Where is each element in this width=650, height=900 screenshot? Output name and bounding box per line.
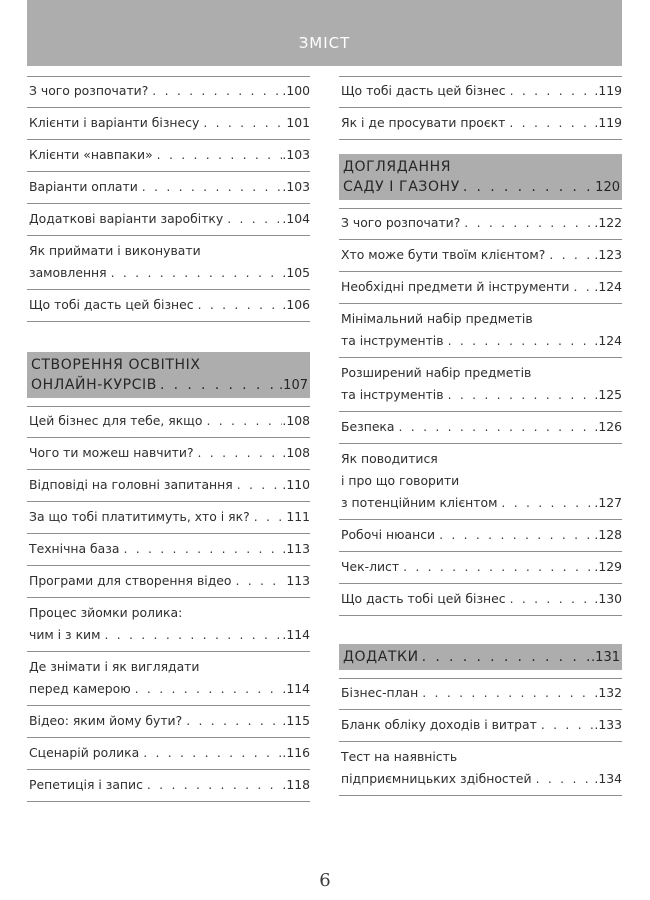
leader-dots xyxy=(153,144,283,166)
toc-entry[interactable] xyxy=(339,78,622,108)
section-page-number: .107 xyxy=(279,378,308,393)
toc-entry-page-number: .116 xyxy=(282,745,310,760)
toc-entry-page-number: .108 xyxy=(282,445,310,460)
toc-entry-page-number: .118 xyxy=(282,777,310,792)
toc-entry-page-number: .100 xyxy=(282,83,310,98)
toc-entry[interactable] xyxy=(339,680,622,710)
toc-entry[interactable] xyxy=(339,242,622,272)
toc-entry-page-number: .126 xyxy=(594,419,622,434)
leader-dots xyxy=(506,588,595,610)
leader-dots xyxy=(138,176,283,198)
toc-entry-page-number: .124 xyxy=(594,279,622,294)
leader-dots xyxy=(444,384,595,406)
toc-entry-page-number: .103 xyxy=(282,147,310,162)
leader-dots xyxy=(444,330,595,352)
toc-entry-title-line: Де знімати і як виглядати xyxy=(29,659,200,674)
toc-entry-title-line: Як приймати і виконувати xyxy=(29,243,201,258)
leader-dots xyxy=(202,410,282,432)
leader-dots xyxy=(460,212,594,234)
toc-entry-title: Що тобі дасть цей бізнес xyxy=(341,83,506,98)
toc-entry-title: Чого ти можеш навчити? xyxy=(29,445,194,460)
toc-entry-title-line: Процес зйомки ролика: xyxy=(29,605,183,620)
toc-entry[interactable] xyxy=(27,504,310,534)
toc-entry-title: Бланк обліку доходів і витрат xyxy=(341,717,537,732)
toc-entry-page-number: .127 xyxy=(594,495,622,510)
right-column xyxy=(339,76,622,798)
toc-group xyxy=(27,78,310,322)
toc-entry[interactable] xyxy=(339,274,622,304)
toc-entry-title: За що тобі платитимуть, хто і як? xyxy=(29,509,250,524)
leader-dots xyxy=(194,442,283,464)
toc-entry-title: замовлення xyxy=(29,265,107,280)
toc-entry[interactable] xyxy=(27,238,310,290)
toc-group xyxy=(339,78,622,140)
toc-entry[interactable] xyxy=(27,568,310,598)
section-title-line2: ОНЛАЙН-КУРСІВ xyxy=(31,377,157,393)
toc-entry-title: Варіанти оплати xyxy=(29,179,138,194)
toc-entry-page-number: .106 xyxy=(282,297,310,312)
toc-entry-page-number: 111 xyxy=(286,509,310,524)
toc-group xyxy=(339,680,622,796)
toc-entry-title: Чек-лист xyxy=(341,559,400,574)
leader-dots xyxy=(143,774,283,796)
toc-entry[interactable] xyxy=(339,522,622,552)
leader-dots xyxy=(233,474,283,496)
toc-entry-page-number: .104 xyxy=(282,211,310,226)
toc-entry-title: підприємницьких здібностей xyxy=(341,771,532,786)
toc-entry[interactable] xyxy=(27,772,310,802)
toc-entry-title: Додаткові варіанти заробітку xyxy=(29,211,224,226)
toc-entry-title: та інструментів xyxy=(341,387,444,402)
toc-entry-title: Відповіді на головні запитання xyxy=(29,477,233,492)
toc-entry[interactable] xyxy=(27,110,310,140)
toc-entry[interactable] xyxy=(27,740,310,770)
toc-entry[interactable] xyxy=(27,472,310,502)
toc-entry[interactable] xyxy=(339,110,622,140)
toc-section-heading[interactable] xyxy=(339,154,622,200)
leader-dots xyxy=(194,294,283,316)
toc-entry-title: Що тобі дасть цей бізнес xyxy=(29,297,194,312)
contents-header-banner xyxy=(27,0,622,66)
section-page-number: .131 xyxy=(591,650,620,665)
toc-entry[interactable] xyxy=(339,306,622,358)
toc-entry[interactable] xyxy=(27,292,310,322)
divider xyxy=(339,76,622,77)
leader-dots xyxy=(505,112,594,134)
toc-entry-page-number: .115 xyxy=(282,713,310,728)
leader-dots xyxy=(182,710,282,732)
toc-entry-page-number: .113 xyxy=(282,541,310,556)
toc-entry-page-number: .124 xyxy=(594,333,622,348)
toc-entry-title: Відео: яким йому бути? xyxy=(29,713,183,728)
toc-entry[interactable] xyxy=(27,708,310,738)
toc-entry-title-line: Як поводитися xyxy=(341,451,438,466)
toc-entry[interactable] xyxy=(27,600,310,652)
leader-dots xyxy=(231,570,286,592)
toc-section-heading[interactable] xyxy=(27,352,310,398)
leader-dots xyxy=(131,678,283,700)
divider xyxy=(27,406,310,407)
toc-entry-page-number: .110 xyxy=(282,477,310,492)
toc-entry-page-number: .122 xyxy=(594,215,622,230)
toc-entry-title: З чого розпочати? xyxy=(341,215,461,230)
toc-group xyxy=(27,408,310,802)
toc-entry-page-number: .132 xyxy=(594,685,622,700)
toc-entry-title-line: Мінімальний набір предметів xyxy=(341,311,533,326)
toc-entry-title: Необхідні предмети й інструменти xyxy=(341,279,570,294)
divider xyxy=(339,678,622,679)
toc-entry-page-number: .129 xyxy=(594,559,622,574)
toc-entry[interactable] xyxy=(339,446,622,520)
toc-entry-page-number: .119 xyxy=(594,115,622,130)
toc-entry-title: Клієнти і варіанти бізнесу xyxy=(29,115,200,130)
toc-entry-title: Цей бізнес для тебе, якщо xyxy=(29,413,203,428)
section-title-line1: ДОГЛЯДАННЯ xyxy=(343,159,452,175)
toc-entry-title: з потенційним клієнтом xyxy=(341,495,498,510)
section-title: ДОДАТКИ xyxy=(343,649,419,665)
toc-entry-page-number: 113 xyxy=(286,573,310,588)
toc-entry[interactable] xyxy=(27,536,310,566)
divider xyxy=(339,208,622,209)
leader-dots xyxy=(100,624,282,646)
leader-dots xyxy=(460,177,595,197)
toc-entry[interactable] xyxy=(339,360,622,412)
leader-dots xyxy=(419,647,591,667)
toc-entry-page-number: .133 xyxy=(594,717,622,732)
contents-title: ЗМІСТ xyxy=(298,34,351,52)
toc-entry-title: чим і з ким xyxy=(29,627,101,642)
leader-dots xyxy=(139,742,282,764)
toc-entry-title: Що дасть тобі цей бізнес xyxy=(341,591,506,606)
toc-entry[interactable] xyxy=(27,440,310,470)
leader-dots xyxy=(107,262,283,284)
toc-entry-title: Робочі нюанси xyxy=(341,527,436,542)
toc-group xyxy=(339,210,622,616)
toc-entry[interactable] xyxy=(27,78,310,108)
toc-entry-page-number: .105 xyxy=(282,265,310,280)
toc-entry-page-number: .134 xyxy=(594,771,622,786)
leader-dots xyxy=(569,276,594,298)
toc-entry-title: Бізнес-план xyxy=(341,685,419,700)
leader-dots xyxy=(223,208,282,230)
leader-dots xyxy=(250,506,287,528)
toc-entry-title: З чого розпочати? xyxy=(29,83,149,98)
toc-entry-title: Як і де просувати проєкт xyxy=(341,115,506,130)
leader-dots xyxy=(199,112,286,134)
toc-entry-page-number: .125 xyxy=(594,387,622,402)
leader-dots xyxy=(418,682,594,704)
toc-entry-title-line: Тест на наявність xyxy=(341,749,458,764)
leader-dots xyxy=(395,416,595,438)
section-page-number: 120 xyxy=(595,180,620,195)
toc-entry[interactable] xyxy=(27,142,310,172)
toc-entry[interactable] xyxy=(339,744,622,796)
toc-entry-title: Сценарій ролика xyxy=(29,745,140,760)
toc-entry[interactable] xyxy=(27,654,310,706)
toc-entry-page-number: .103 xyxy=(282,179,310,194)
section-title-line2: САДУ І ГАЗОНУ xyxy=(343,179,460,195)
toc-entry-page-number: .123 xyxy=(594,247,622,262)
leader-dots xyxy=(157,375,279,395)
toc-entry[interactable] xyxy=(339,586,622,616)
toc-entry-title: перед камерою xyxy=(29,681,131,696)
toc-entry-title: Технічна база xyxy=(29,541,120,556)
toc-entry-title: та інструментів xyxy=(341,333,444,348)
toc-entry-page-number: .114 xyxy=(282,681,310,696)
toc-entry-title-line: Розширений набір предметів xyxy=(341,365,532,380)
toc-entry-page-number: 101 xyxy=(286,115,310,130)
divider xyxy=(27,76,310,77)
toc-entry[interactable] xyxy=(27,206,310,236)
toc-entry[interactable] xyxy=(339,554,622,584)
toc-entry-title: Репетиція і запис xyxy=(29,777,143,792)
toc-entry[interactable] xyxy=(339,210,622,240)
leader-dots xyxy=(148,80,282,102)
leader-dots xyxy=(435,524,594,546)
toc-entry-page-number: .119 xyxy=(594,83,622,98)
toc-entry-title: Клієнти «навпаки» xyxy=(29,147,153,162)
section-title-line1: СТВОРЕННЯ ОСВІТНІХ xyxy=(31,357,201,373)
toc-entry[interactable] xyxy=(27,408,310,438)
toc-entry-title: Програми для створення відео xyxy=(29,573,232,588)
toc-entry[interactable] xyxy=(339,712,622,742)
toc-entry-title: Хто може бути твоїм клієнтом? xyxy=(341,247,546,262)
toc-entry-page-number: .130 xyxy=(594,591,622,606)
leader-dots xyxy=(497,492,594,514)
leader-dots xyxy=(399,556,594,578)
leader-dots xyxy=(506,80,595,102)
leader-dots xyxy=(545,244,594,266)
toc-entry[interactable] xyxy=(339,414,622,444)
page-number: 6 xyxy=(319,870,331,891)
toc-entry-page-number: .128 xyxy=(594,527,622,542)
toc-section-heading[interactable] xyxy=(339,644,622,670)
toc-entry-title-line: і про що говорити xyxy=(341,473,460,488)
leader-dots xyxy=(119,538,282,560)
toc-entry[interactable] xyxy=(27,174,310,204)
toc-entry-title: Безпека xyxy=(341,419,395,434)
left-column xyxy=(27,76,310,804)
toc-entry-page-number: .114 xyxy=(282,627,310,642)
leader-dots xyxy=(537,714,595,736)
toc-entry-page-number: .108 xyxy=(282,413,310,428)
leader-dots xyxy=(532,768,595,790)
